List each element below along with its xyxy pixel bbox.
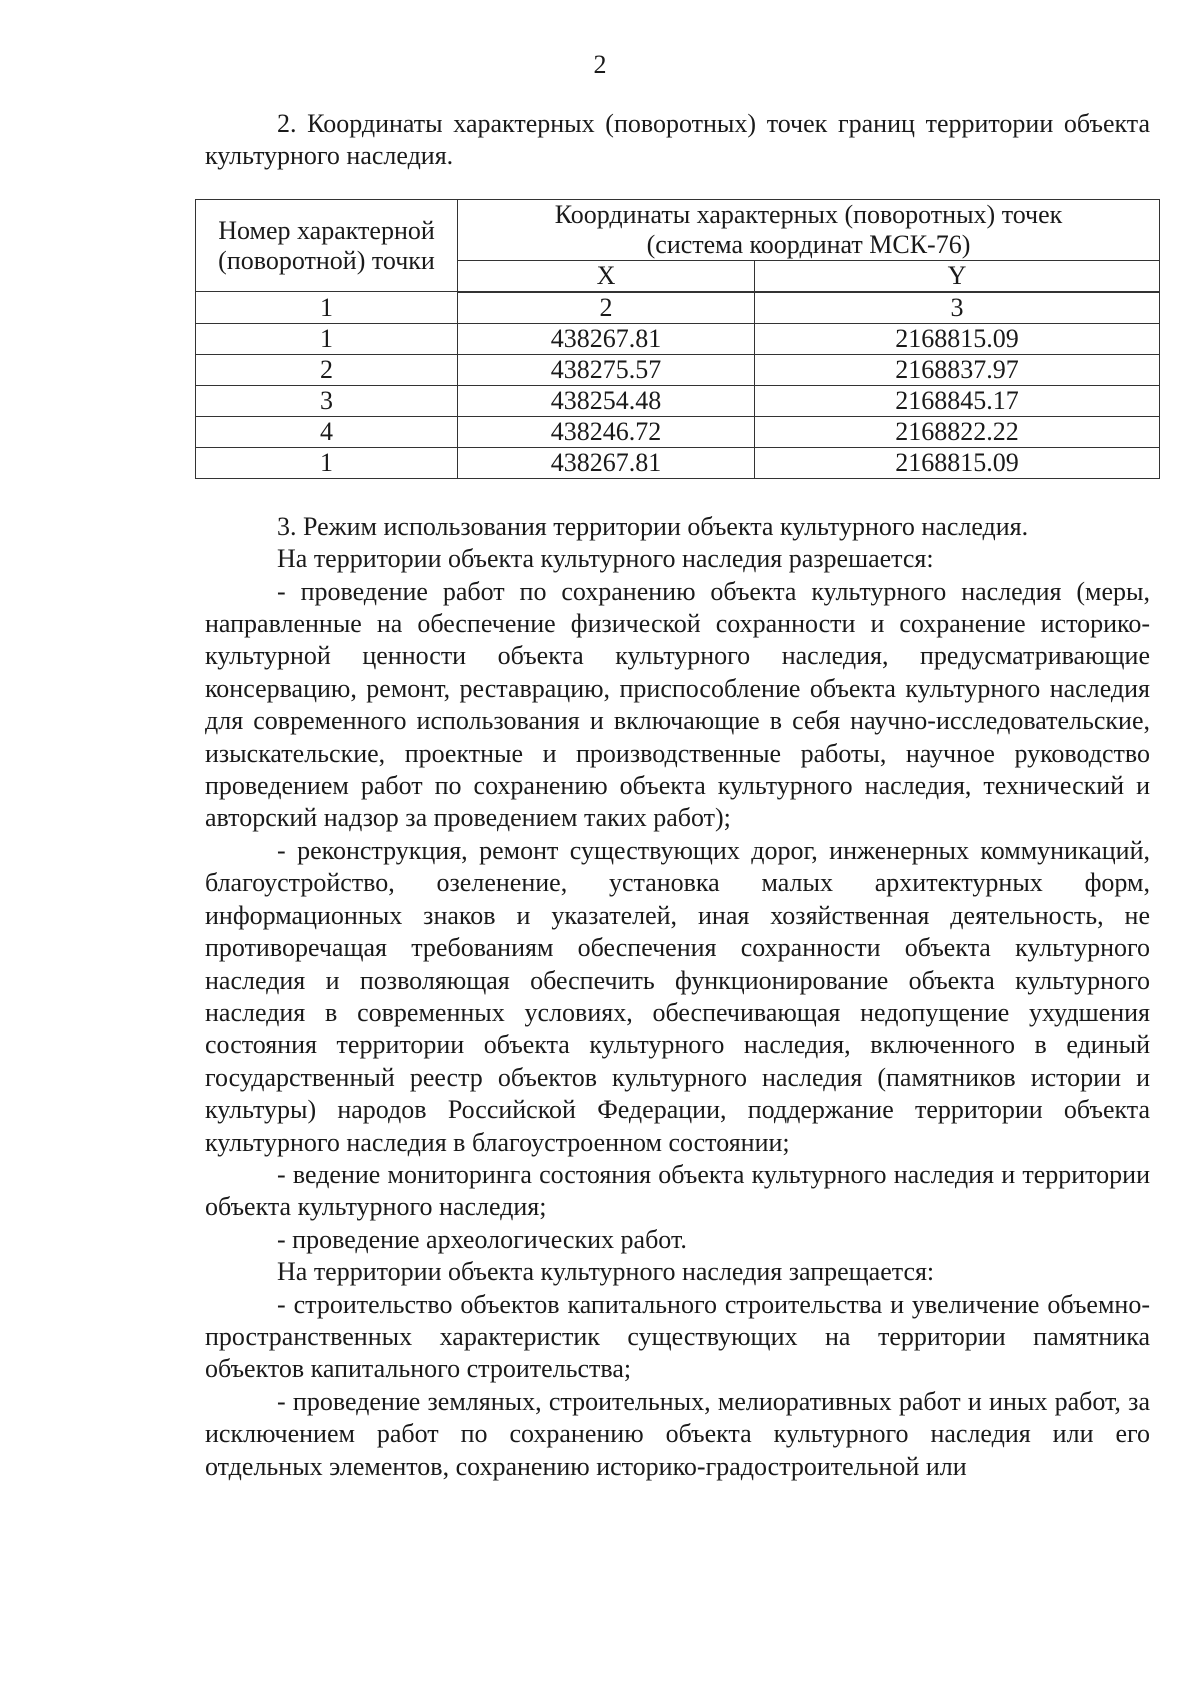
- point-cell: 4: [196, 416, 458, 447]
- point-cell: 3: [196, 385, 458, 416]
- table-row: [196, 385, 1160, 416]
- point-cell: 1: [196, 323, 458, 354]
- coords-header: [458, 199, 1160, 230]
- point-cell: 1: [196, 447, 458, 478]
- point-number-header-text: Номер характерной (поворотной) точки: [218, 215, 435, 275]
- allowed-intro: На территории объекта культурного наследия разрешается:: [277, 544, 934, 574]
- forbidden-item: - проведение земляных, строительных, мелиоративных работ и иных работ, за исключением работ по сохранению объекта культурного наследия или его отдельных элементов, сохранению историко-градостроительной или: [205, 1386, 1150, 1481]
- table-row: [196, 323, 1160, 354]
- coords-header-line2: (система координат МСК-76): [646, 229, 971, 259]
- document-body: [205, 108, 1150, 1483]
- allowed-item: - проведение работ по сохранению объекта культурного наследия (меры, направленные на обеспечение физической сохранности и сохранение историко-культурной ценности объекта культурного наследия, предусматривающие консервацию, ремонт, реставрацию, приспособление объекта культурного наследия для современного использования и включающие в себя научно-исследовательские, изыскательские, проектные и производственные работы, научное руководство проведением работ по сохранению объекта культурного наследия, технический и авторский надзор за проведением таких работ);: [205, 576, 1150, 833]
- table-row: [196, 354, 1160, 385]
- x-cell: 438275.57: [458, 354, 755, 385]
- section-3-heading: 3. Режим использования территории объекта культурного наследия.: [277, 511, 1029, 541]
- allowed-item: - ведение мониторинга состояния объекта культурного наследия и территории объекта культурного наследия;: [205, 1159, 1150, 1222]
- section-2-heading: 2. Координаты характерных (поворотных) точек границ территории объекта культурного наследия.: [205, 109, 1150, 171]
- table-row: [196, 447, 1160, 478]
- y-cell: 2168845.17: [755, 385, 1160, 416]
- numbering-cell: 2: [458, 292, 755, 324]
- point-number-header: [196, 199, 458, 292]
- y-cell: 2168822.22: [755, 416, 1160, 447]
- x-cell: 438267.81: [458, 447, 755, 478]
- y-cell: 2168837.97: [755, 354, 1160, 385]
- x-header: X: [458, 260, 755, 292]
- x-cell: 438254.48: [458, 385, 755, 416]
- page-number: 2: [593, 50, 607, 79]
- y-header: Y: [755, 260, 1160, 292]
- x-cell: 438267.81: [458, 323, 755, 354]
- y-cell: 2168815.09: [755, 323, 1160, 354]
- coordinates-table: [195, 199, 1160, 479]
- numbering-cell: 1: [196, 292, 458, 324]
- coords-header-line1: Координаты характерных (поворотных) точек: [554, 199, 1063, 229]
- coordinates-table-wrapper: [195, 199, 1159, 479]
- allowed-item: - проведение археологических работ.: [277, 1224, 687, 1254]
- allowed-item: - реконструкция, ремонт существующих дорог, инженерных коммуникаций, благоустройство, озеленение, установка малых архитектурных форм, информационных знаков и указателей, иная хозяйственная деятельность, не противоречащая требованиям обеспечения сохранности объекта культурного наследия и позволяющая обеспечить функционирование объекта культурного наследия в современных условиях, обеспечивающая недопущение ухудшения состояния территории объекта культурного наследия, включенного в единый государственный реестр объектов культурного наследия (памятников истории и культуры) народов Российской Федерации, поддержание территории объекта культурного наследия в благоустроенном состоянии;: [205, 835, 1150, 1157]
- numbering-row: [196, 292, 1160, 324]
- point-cell: 2: [196, 354, 458, 385]
- x-cell: 438246.72: [458, 416, 755, 447]
- coords-system-header: [458, 230, 1160, 261]
- y-cell: 2168815.09: [755, 447, 1160, 478]
- table-row: [196, 416, 1160, 447]
- forbidden-intro: На территории объекта культурного наследия запрещается:: [277, 1257, 935, 1287]
- numbering-cell: 3: [755, 292, 1160, 324]
- forbidden-item: - строительство объектов капитального строительства и увеличение объемно-пространственных характеристик существующих на территории памятника объектов капитального строительства;: [205, 1289, 1150, 1384]
- section-3: [205, 511, 1150, 1483]
